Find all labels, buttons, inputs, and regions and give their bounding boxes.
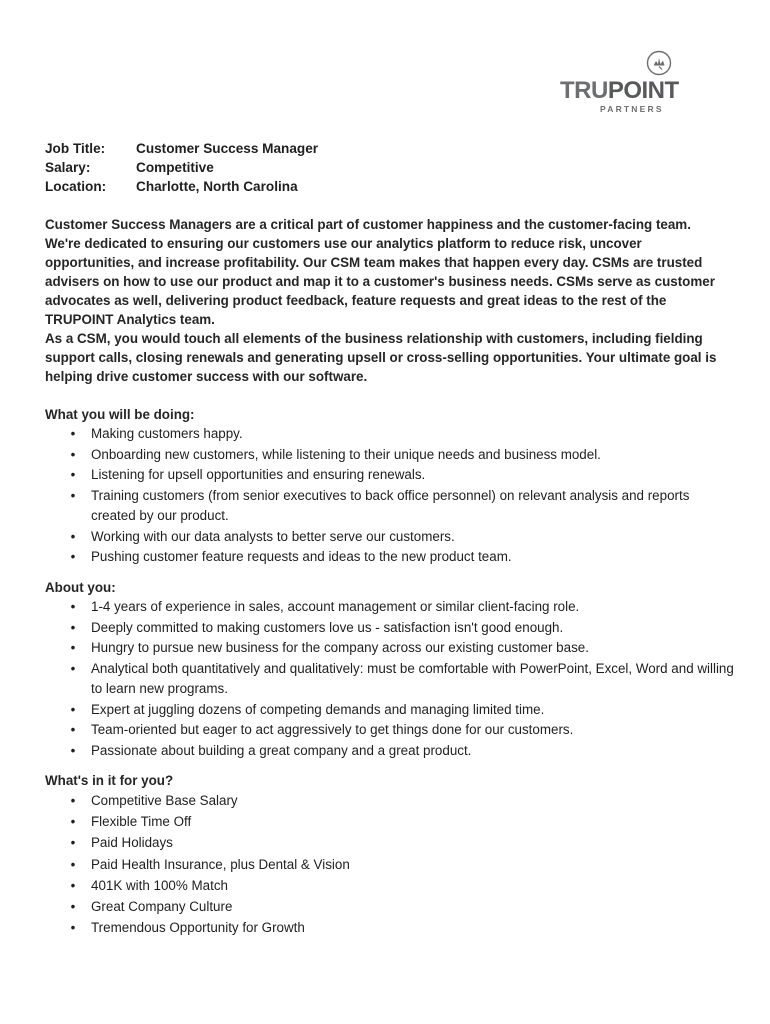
list-item: • Training customers (from senior executives to back office personnel) on relevant analysis and reports created by our product. xyxy=(45,486,735,527)
list-item: • Competitive Base Salary xyxy=(45,790,735,811)
salary-value: Competitive xyxy=(136,160,214,175)
list-item: • Paid Holidays xyxy=(45,832,735,853)
list-item: • Working with our data analysts to better serve our customers. xyxy=(45,527,735,548)
location-row xyxy=(45,177,725,196)
bullet-icon: • xyxy=(70,619,76,635)
list-item: • 1-4 years of experience in sales, account management or similar client-facing role. xyxy=(45,597,735,618)
list-item: • Listening for upsell opportunities and ensuring renewals. xyxy=(45,465,735,486)
bullet-icon: • xyxy=(70,793,76,808)
salary-label: Salary: xyxy=(45,160,91,175)
list-item: • Paid Health Insurance, plus Dental & Vision xyxy=(45,854,735,875)
bullet-icon: • xyxy=(70,640,76,655)
list-item: • Team-oriented but eager to act aggressively to get things done for our customers. xyxy=(45,720,735,741)
logo-wordmark: TRUPOINT xyxy=(560,77,679,104)
bullet-icon: • xyxy=(70,742,76,758)
section-title: What's in it for you? xyxy=(45,773,174,788)
bullet-icon: • xyxy=(70,549,76,564)
bullet-list xyxy=(45,790,735,938)
bullet-icon: • xyxy=(70,899,76,915)
bullet-icon: • xyxy=(70,528,76,544)
job-meta xyxy=(45,139,725,196)
trupoint-logo xyxy=(560,50,710,116)
role-paragraph: As a CSM, you would touch all elements of the business relationship with customers, including fielding support calls, closing renewals and generating upsell or cross-selling opportunities. Your ultimate goal is helping drive customer success with our software. xyxy=(45,331,717,384)
section-benefits xyxy=(45,771,735,938)
section-title: What you will be doing: xyxy=(45,407,195,422)
job-title-row xyxy=(45,139,725,158)
section-title: About you: xyxy=(45,580,116,595)
section-duties xyxy=(45,405,735,568)
bullet-list xyxy=(45,597,735,761)
list-item: • Tremendous Opportunity for Growth xyxy=(45,917,735,938)
job-title-value: Customer Success Manager xyxy=(136,141,319,156)
bullet-icon: • xyxy=(70,722,76,737)
bullet-icon: • xyxy=(70,920,76,936)
bullet-icon: • xyxy=(70,446,76,462)
list-item: • Flexible Time Off xyxy=(45,811,735,832)
list-item: • 401K with 100% Match xyxy=(45,875,735,896)
bullet-icon: • xyxy=(70,467,76,482)
list-item: • Passionate about building a great company and a great product. xyxy=(45,741,735,762)
list-item: • Making customers happy. xyxy=(45,424,735,445)
bullet-icon: • xyxy=(70,426,76,441)
bullet-icon: • xyxy=(70,701,76,717)
bullet-icon: • xyxy=(70,856,76,872)
bullet-list xyxy=(45,424,735,568)
logo-subtitle: PARTNERS xyxy=(600,104,664,114)
location-value: Charlotte, North Carolina xyxy=(136,179,298,194)
list-item: • Expert at juggling dozens of competing demands and managing limited time. xyxy=(45,700,735,721)
bullet-icon: • xyxy=(70,877,76,893)
salary-row xyxy=(45,158,725,177)
bullet-icon: • xyxy=(70,487,76,503)
job-title-label: Job Title: xyxy=(45,141,106,156)
intro-paragraph: Customer Success Managers are a critical part of customer happiness and the customer-facing team. We're dedicated to ensuring our customers use our analytics platform to reduce risk, uncover opportunities, and increase profitability. Our CSM team makes that happen every day. CSMs are trusted advisers on how to use our product and map it to a customer's business needs. CSMs serve as customer advocates as well, delivering product feedback, feature requests and great ideas to the rest of the TRUPOINT Analytics team. xyxy=(45,217,715,327)
list-item: • Deeply committed to making customers love us - satisfaction isn't good enough. xyxy=(45,618,735,639)
bullet-icon: • xyxy=(70,599,76,614)
bullet-icon: • xyxy=(70,835,76,851)
list-item: • Great Company Culture xyxy=(45,896,735,917)
bullet-icon: • xyxy=(70,814,76,830)
list-item: • Hungry to pursue new business for the company across our existing customer base. xyxy=(45,638,735,659)
section-about-you xyxy=(45,578,735,761)
list-item: • Analytical both quantitatively and qualitatively: must be comfortable with PowerPoint, Excel, Word and willing to learn new programs. xyxy=(45,659,735,700)
list-item: • Onboarding new customers, while listening to their unique needs and business model. xyxy=(45,445,735,466)
crown-check-icon xyxy=(646,50,672,76)
location-label: Location: xyxy=(45,179,107,194)
bullet-icon: • xyxy=(70,660,76,676)
list-item: • Pushing customer feature requests and ideas to the new product team. xyxy=(45,547,735,568)
